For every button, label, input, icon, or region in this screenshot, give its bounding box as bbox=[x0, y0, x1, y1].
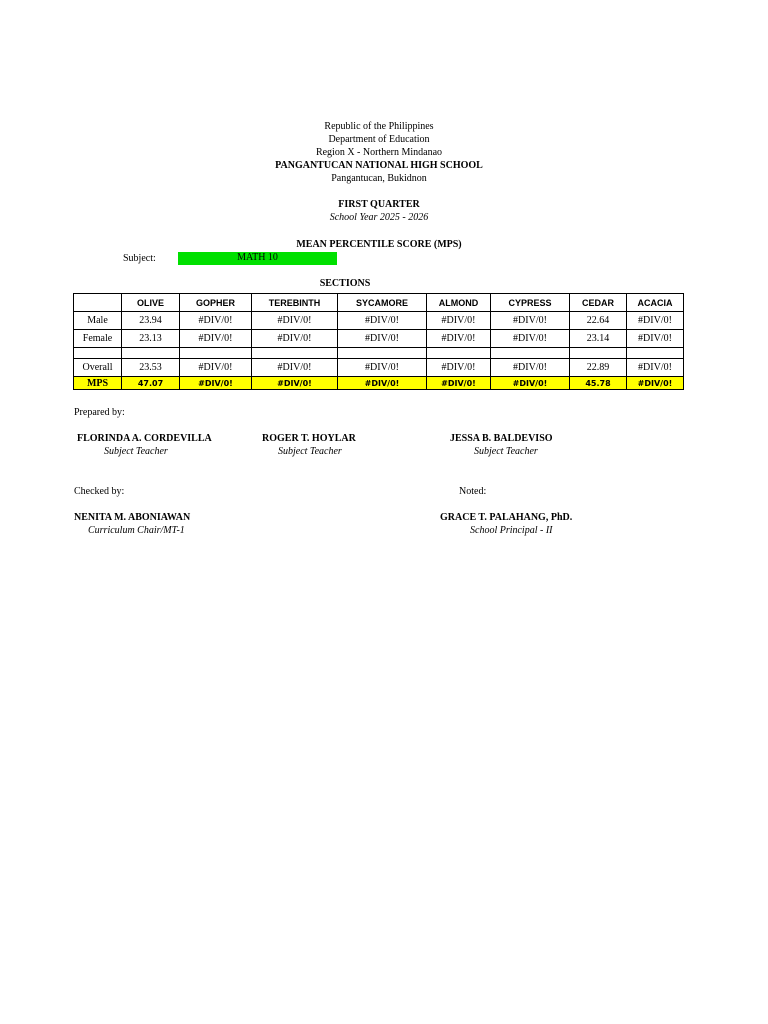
table-cell: 45.78 bbox=[570, 377, 627, 390]
table-cell: #DIV/0! bbox=[180, 312, 252, 330]
subject-label: Subject: bbox=[123, 253, 156, 264]
table-cell: #DIV/0! bbox=[180, 330, 252, 348]
header-region: Region X - Northern Mindanao bbox=[315, 147, 443, 158]
school-location: Pangantucan, Bukidnon bbox=[331, 173, 427, 184]
preparer-1-name: FLORINDA A. CORDEVILLA bbox=[77, 433, 212, 444]
table-row bbox=[74, 312, 684, 330]
table-cell: #DIV/0! bbox=[491, 359, 570, 377]
table-cell: #DIV/0! bbox=[627, 330, 684, 348]
principal-name: GRACE T. PALAHANG, PhD. bbox=[440, 512, 573, 523]
table-cell: #DIV/0! bbox=[252, 377, 338, 390]
table-cell: #DIV/0! bbox=[627, 359, 684, 377]
row-label: Male bbox=[74, 312, 122, 330]
table-cell: #DIV/0! bbox=[180, 359, 252, 377]
mps-table bbox=[73, 293, 684, 390]
row-label: Female bbox=[74, 330, 122, 348]
table-cell: #DIV/0! bbox=[491, 377, 570, 390]
table-cell: 23.94 bbox=[122, 312, 180, 330]
table-cell: 23.53 bbox=[122, 359, 180, 377]
checker-name: NENITA M. ABONIAWAN bbox=[74, 512, 191, 523]
table-cell: #DIV/0! bbox=[427, 359, 491, 377]
table-cell: #DIV/0! bbox=[338, 312, 427, 330]
table-row bbox=[74, 377, 684, 390]
table-cell: 23.14 bbox=[570, 330, 627, 348]
col-olive: OLIVE bbox=[122, 294, 180, 312]
table-row bbox=[74, 330, 684, 348]
col-acacia: ACACIA bbox=[627, 294, 684, 312]
preparer-3-name: JESSA B. BALDEVISO bbox=[450, 433, 553, 444]
table-cell: 23.13 bbox=[122, 330, 180, 348]
principal-role: School Principal - II bbox=[470, 525, 553, 536]
table-cell: #DIV/0! bbox=[627, 377, 684, 390]
preparer-2-name: ROGER T. HOYLAR bbox=[262, 433, 356, 444]
header-republic: Republic of the Philippines bbox=[324, 121, 434, 132]
table-cell: #DIV/0! bbox=[338, 359, 427, 377]
sections-title: SECTIONS bbox=[319, 278, 371, 289]
table-cell: #DIV/0! bbox=[252, 330, 338, 348]
row-label: Overall bbox=[74, 359, 122, 377]
table-cell: #DIV/0! bbox=[252, 312, 338, 330]
col-cypress: CYPRESS bbox=[491, 294, 570, 312]
preparer-2-role: Subject Teacher bbox=[278, 446, 342, 457]
table-cell: #DIV/0! bbox=[338, 377, 427, 390]
table-cell: #DIV/0! bbox=[427, 312, 491, 330]
prepared-label: Prepared by: bbox=[74, 407, 125, 418]
checker-role: Curriculum Chair/MT-1 bbox=[88, 525, 185, 536]
checked-label: Checked by: bbox=[74, 486, 125, 497]
school-year: School Year 2025 - 2026 bbox=[329, 212, 429, 223]
table-cell: 47.07 bbox=[122, 377, 180, 390]
table-cell: #DIV/0! bbox=[252, 359, 338, 377]
table-cell: #DIV/0! bbox=[491, 330, 570, 348]
col-almond: ALMOND bbox=[427, 294, 491, 312]
table-cell: #DIV/0! bbox=[627, 312, 684, 330]
table-cell: 22.64 bbox=[570, 312, 627, 330]
school-name: PANGANTUCAN NATIONAL HIGH SCHOOL bbox=[275, 160, 483, 171]
col-terebinth: TEREBINTH bbox=[252, 294, 338, 312]
quarter-title: FIRST QUARTER bbox=[338, 199, 420, 210]
row-label: MPS bbox=[74, 377, 122, 390]
col-cedar: CEDAR bbox=[570, 294, 627, 312]
preparer-1-role: Subject Teacher bbox=[104, 446, 168, 457]
table-cell: #DIV/0! bbox=[338, 330, 427, 348]
table-cell: #DIV/0! bbox=[427, 330, 491, 348]
subject-value: MATH 10 bbox=[178, 252, 337, 265]
table-cell: #DIV/0! bbox=[180, 377, 252, 390]
table-row bbox=[74, 359, 684, 377]
preparer-3-role: Subject Teacher bbox=[474, 446, 538, 457]
report-title: MEAN PERCENTILE SCORE (MPS) bbox=[296, 239, 462, 250]
table-cell: 22.89 bbox=[570, 359, 627, 377]
noted-label: Noted: bbox=[459, 486, 487, 497]
table-cell: #DIV/0! bbox=[427, 377, 491, 390]
table-cell: #DIV/0! bbox=[491, 312, 570, 330]
col-gopher: GOPHER bbox=[180, 294, 252, 312]
col-sycamore: SYCAMORE bbox=[338, 294, 427, 312]
header-department: Department of Education bbox=[328, 134, 430, 145]
